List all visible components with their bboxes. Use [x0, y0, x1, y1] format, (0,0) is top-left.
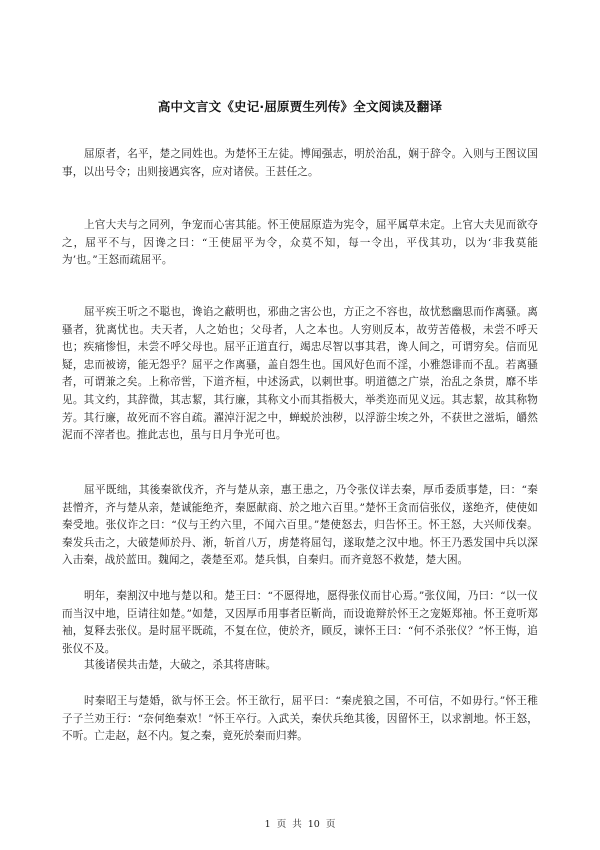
paragraph-6: 其後诸侯共击楚，大破之，杀其将唐眜。 [84, 659, 277, 671]
paragraph-1: 屈原者，名平，楚之同姓也。为楚怀王左徒。博闻强志，明於治乱，娴于辞令。入则与王图议国事，以出号令；出则接遇宾客，应对诸侯。王甚任之。 [62, 148, 538, 178]
page-number-footer: 1 页 共 10 页 [264, 819, 336, 830]
page-title: 高中文言文《史记·屈原贾生列传》全文阅读及翻译 [157, 99, 443, 114]
paragraph-4: 屈平既绌，其後秦欲伐齐，齐与楚从亲，惠王患之，乃令张仪详去秦，厚币委质事楚，曰：“秦甚憎齐，齐与楚从亲，楚诚能绝齐，秦愿献商、於之地六百里。”楚怀王贪而信张仪，遂绝齐，使使如秦受地。张仪诈之曰：“仪与王约六里，不闻六百里。”楚使怒去，归告怀王。怀王怒，大兴师伐秦。秦发兵击之，大破楚师於丹、淅，斩首八万，虏楚将屈匄，遂取楚之汉中地。怀王乃悉发国中兵以深入击秦，战於蓝田。魏闻之，袭楚至邓。楚兵惧，自秦归。而齐竟怒不救楚，楚大困。 [62, 484, 538, 567]
paragraph-2: 上官大夫与之同列，争宠而心害其能。怀王使屈原造为宪令，屈平属草未定。上官大夫见而欲夺之，屈平不与，因谗之曰：“王使屈平为令，众莫不知，每一令出，平伐其功，以为‘非我莫能为’也。”王怒而疏屈平。 [62, 219, 538, 267]
paragraph-3: 屈平疾王听之不聪也，谗谄之蔽明也，邪曲之害公也，方正之不容也，故忧愁幽思而作离骚。离骚者，犹离忧也。夫天者，人之始也；父母者，人之本也。人穷则反本，故劳苦倦极，未尝不呼天也；疾痛惨怛，未尝不呼父母也。屈平正道直行，竭忠尽智以事其君，谗人间之，可谓穷矣。信而见疑，忠而被谤，能无怨乎？屈平之作离骚，盖自怨生也。国风好色而不淫，小雅怨诽而不乱。若离骚者，可谓兼之矣。上称帝喾，下道齐桓，中述汤武，以刺世事。明道德之广崇，治乱之条贯，靡不毕见。其文约，其辞微，其志絜，其行廉，其称文小而其指极大，举类迩而见义远。其志絜，故其称物芳。其行廉，故死而不容自疏。濯淖汙泥之中，蝉蜕於浊秽，以浮游尘埃之外，不获世之滋垢，皭然泥而不滓者也。推此志也，虽与日月争光可也。 [62, 306, 538, 442]
paragraph-5: 明年，秦割汉中地与楚以和。楚王曰：“不愿得地，愿得张仪而甘心焉。”张仪闻，乃曰：“以一仪而当汉中地，臣请往如楚。”如楚，又因厚币用事者臣靳尚，而设诡辩於怀王之宠姬郑袖。怀王竟听郑袖，复释去张仪。是时屈平既疏，不复在位，使於齐，顾反，谏怀王曰：“何不杀张仪？”怀王悔，追张仪不及。 [62, 590, 538, 655]
paragraph-7: 时秦昭王与楚婚，欲与怀王会。怀王欲行，屈平曰：“秦虎狼之国，不可信，不如毋行。”怀王稚子子兰劝王行：“奈何绝秦欢！”怀王卒行。入武关，秦伏兵绝其後，因留怀王，以求割地。怀王怒，不听。亡走赵，赵不内。复之秦，竟死於秦而归葬。 [62, 695, 538, 743]
